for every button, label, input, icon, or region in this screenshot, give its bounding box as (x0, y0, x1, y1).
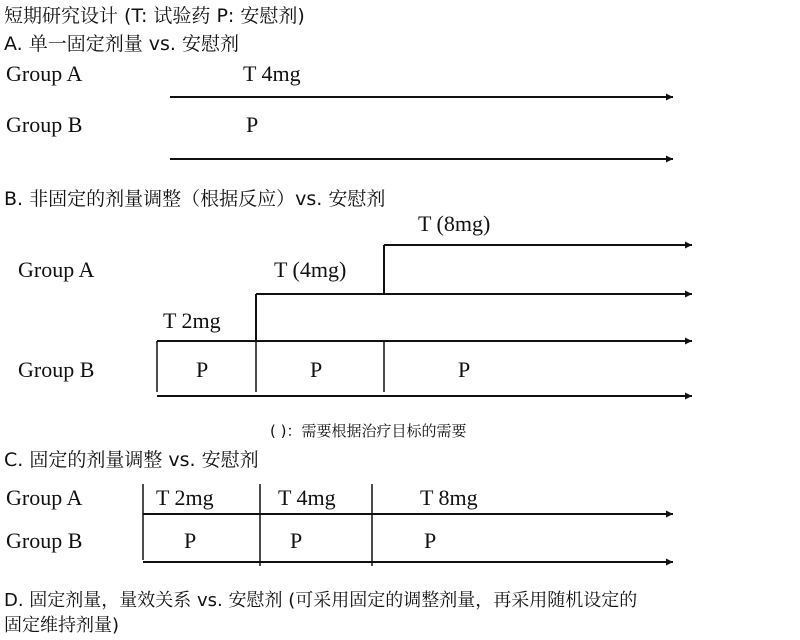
c-placebo-period-2: P (290, 528, 303, 553)
section-a-heading: A. 单一固定剂量 vs. 安慰剂 (4, 33, 240, 55)
section-d-heading-line-2: 固定维持剂量) (4, 615, 120, 636)
c-dose-step-1: T 2mg (156, 485, 214, 510)
b-group-b-label: Group B (18, 357, 95, 382)
diagram-title: 短期研究设计 (T: 试验药 P: 安慰剂) (4, 5, 305, 27)
b-placebo-period-2: P (310, 357, 323, 382)
a-group-b-label: Group B (6, 112, 83, 137)
b-placebo-period-3: P (458, 357, 471, 382)
b-placebo-period-1: P (196, 357, 209, 382)
b-dose-step-3: T (8mg) (418, 211, 491, 236)
c-group-b-label: Group B (6, 528, 83, 553)
c-group-a-label: Group A (6, 485, 83, 510)
section-d-heading-line-1: D. 固定剂量，量效关系 vs. 安慰剂 (可采用固定的调整剂量，再采用随机设定的 (4, 590, 638, 611)
c-dose-step-3: T 8mg (420, 485, 478, 510)
c-placebo-period-1: P (184, 528, 197, 553)
section-c-heading: C. 固定的剂量调整 vs. 安慰剂 (4, 449, 259, 471)
a-group-a-label: Group A (6, 61, 83, 86)
c-placebo-period-3: P (424, 528, 437, 553)
section-b-heading: B. 非固定的剂量调整（根据反应）vs. 安慰剂 (4, 188, 386, 210)
a-group-a-treatment: T 4mg (243, 61, 301, 86)
b-dose-step-2: T (4mg) (274, 257, 347, 282)
a-group-b-treatment: P (246, 112, 259, 137)
c-dose-step-2: T 4mg (278, 485, 336, 510)
b-dose-step-1: T 2mg (163, 308, 221, 333)
b-footnote: ( )：需要根据治疗目标的需要 (270, 422, 467, 440)
b-group-a-label: Group A (18, 257, 95, 282)
